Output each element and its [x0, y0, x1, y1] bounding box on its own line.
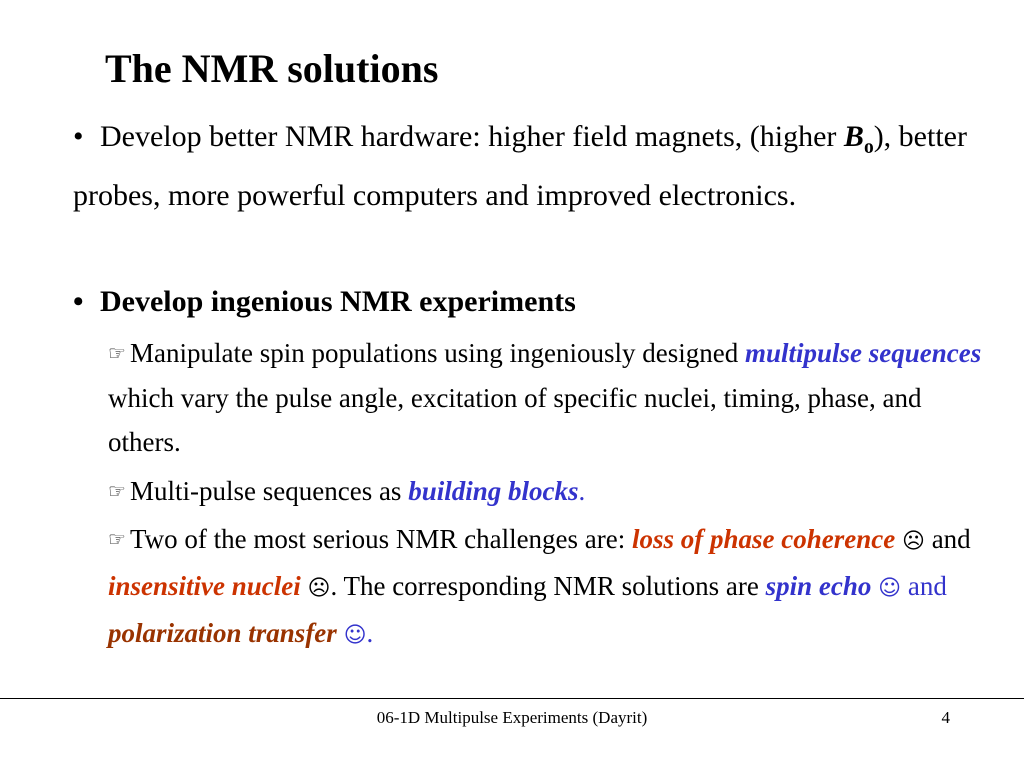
sub-bullet-manipulate: [108, 331, 988, 464]
page-number: 4: [941, 708, 950, 727]
field-symbol: B: [843, 120, 864, 153]
sub3-and-2: and: [901, 571, 947, 601]
bullet-dot: •: [73, 120, 84, 153]
bullet-experiments-text: Develop ingenious NMR experiments: [100, 285, 576, 318]
bullet-hardware-text-before: Develop better NMR hardware: higher field magnets, (higher: [100, 120, 844, 153]
smiley-face-icon: ☺: [878, 576, 902, 601]
sub1-text-before: Manipulate spin populations using ingeniously designed: [130, 338, 745, 368]
smiley-face-icon: ☺: [343, 623, 367, 648]
building-blocks-highlight: building blocks: [408, 476, 579, 506]
pointing-hand-icon: ☞: [108, 481, 126, 503]
sub-bullet-challenges: [108, 517, 988, 658]
sub3-mid: . The corresponding NMR solutions are: [330, 571, 766, 601]
multipulse-sequences-highlight: multipulse sequences: [744, 338, 982, 368]
footer-divider: [0, 698, 1024, 699]
sub1-text-after: which vary the pulse angle, excitation of specific nuclei, timing, phase, and others.: [108, 383, 922, 457]
sub3-and-1: and: [924, 524, 971, 554]
pointing-hand-icon: ☞: [108, 343, 126, 365]
bullet-hardware: [73, 113, 973, 220]
sub3-end: .: [366, 618, 374, 648]
sub2-period: .: [578, 476, 586, 506]
bullet-dot: •: [73, 285, 84, 318]
loss-of-phase-coherence-highlight: loss of phase coherence: [632, 524, 896, 554]
sub3-text-before: Two of the most serious NMR challenges are:: [130, 524, 633, 554]
bullet-experiments: [73, 278, 973, 326]
sad-face-icon: ☹: [307, 576, 331, 601]
sad-face-icon: ☹: [902, 529, 925, 554]
field-symbol-subscript: o: [863, 137, 874, 158]
sub-bullet-building-blocks: [108, 469, 988, 514]
pointing-hand-icon: ☞: [108, 529, 126, 551]
bullet-hardware-text-after: ), better probes, more powerful computers and improved electronics.: [73, 120, 967, 212]
footer-title: 06-1D Multipulse Experiments (Dayrit): [376, 708, 648, 727]
spin-echo-highlight: spin echo: [765, 571, 872, 601]
sub2-text-before: Multi-pulse sequences as: [130, 476, 409, 506]
polarization-transfer-highlight: polarization transfer: [108, 618, 337, 648]
slide-title: The NMR solutions: [105, 46, 439, 91]
insensitive-nuclei-highlight: insensitive nuclei: [108, 571, 301, 601]
